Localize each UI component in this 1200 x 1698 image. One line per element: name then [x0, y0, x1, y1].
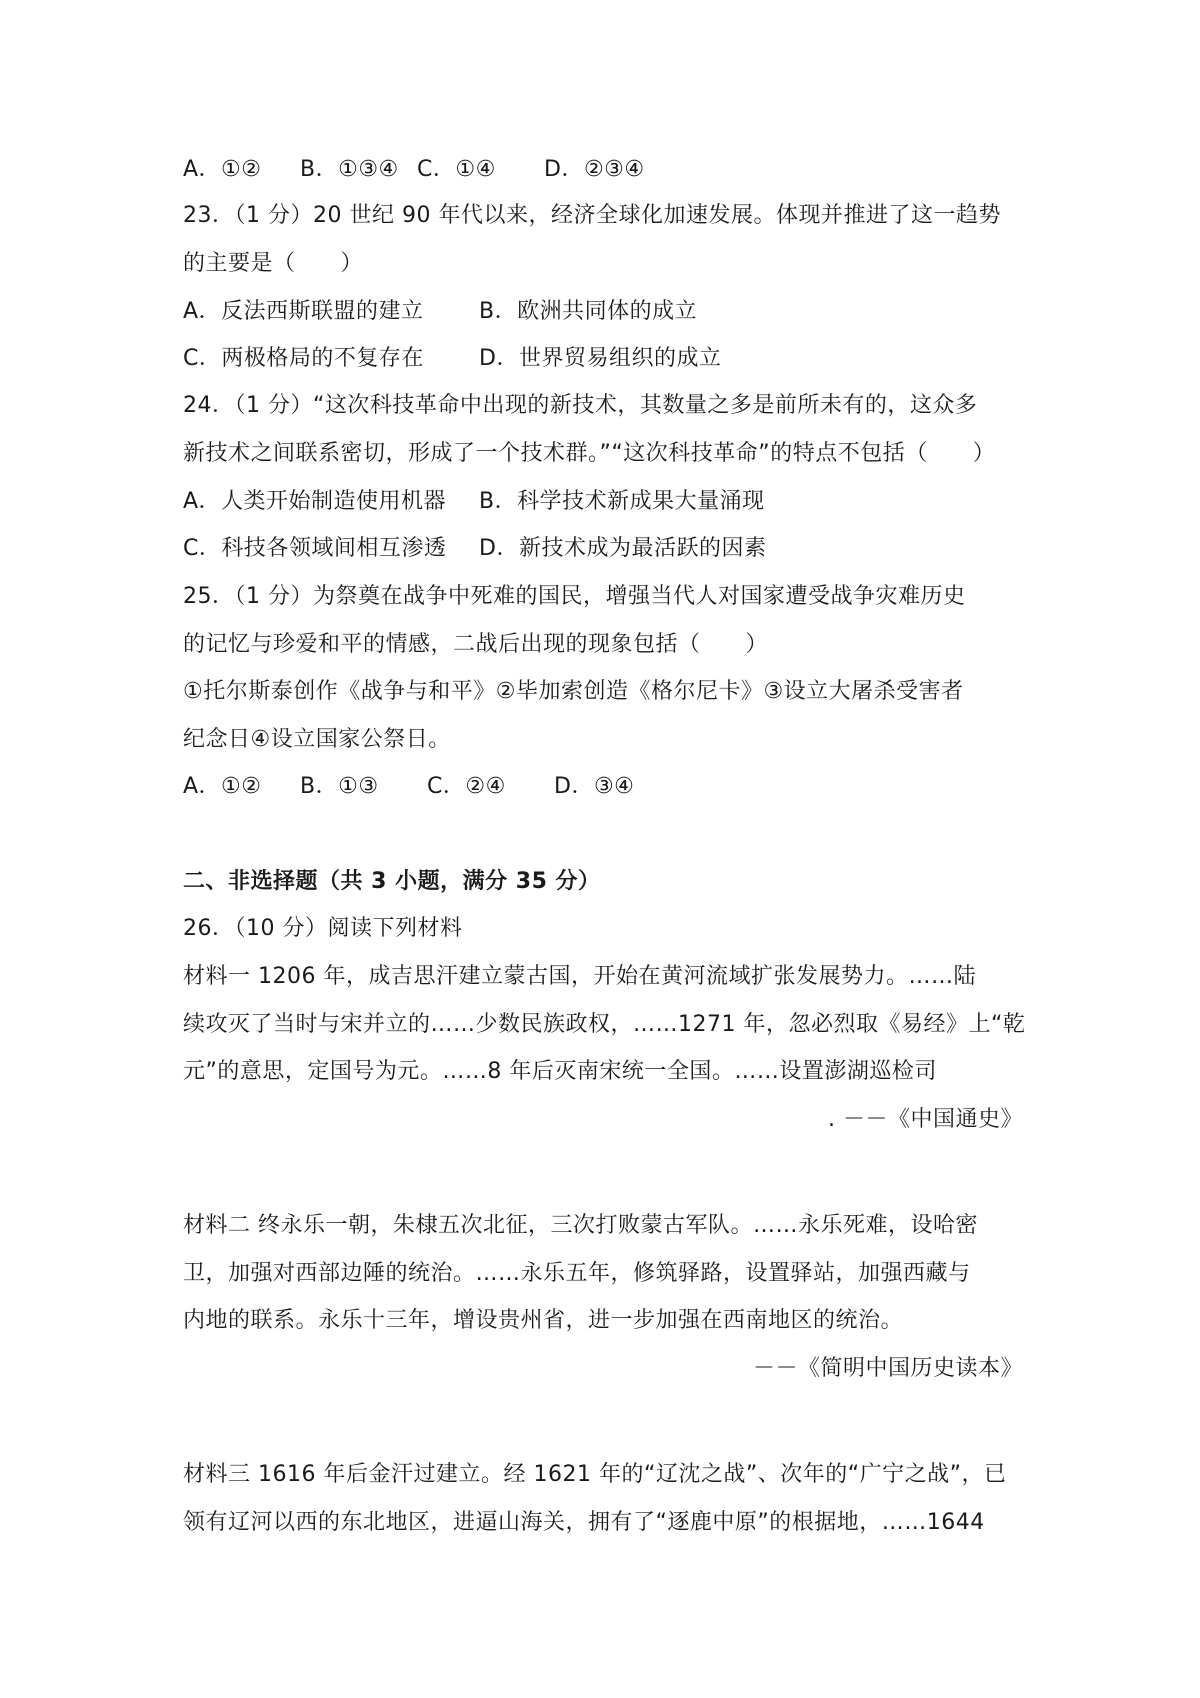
q25-option-a: A．①② [183, 774, 262, 799]
q23-option-d: D．世界贸易组织的成立 [479, 346, 722, 371]
q23-option-b: B．欧洲共同体的成立 [479, 299, 698, 324]
q24-option-d: D．新技术成为最活跃的因素 [479, 536, 767, 561]
q26-material2-line2: 卫，加强对西部边陲的统治。……永乐五年，修筑驿路，设置驿站，加强西藏与 [183, 1261, 971, 1286]
q26-material2-source: －－《简明中国历史读本》 [752, 1356, 1023, 1381]
q24-option-c: C．科技各领域间相互渗透 [183, 536, 447, 561]
q25-option-b: B．①③ [300, 774, 379, 799]
q26-material1-line3: 元”的意思，定国号为元。……8 年后灭南宋统一全国。……设置澎湖巡检司 [183, 1059, 937, 1084]
q23-stem-line1: 23．（1 分）20 世纪 90 年代以来，经济全球化加速发展。体现并推进了这一趋势 [183, 203, 1001, 228]
q25-stem-line2: 的记忆与珍爱和平的情感，二战后出现的现象包括（ ） [183, 632, 769, 657]
q26-material1-line1: 材料一 1206 年，成吉思汗建立蒙古国，开始在黄河流域扩张发展势力。……陆 [183, 964, 976, 989]
q26-stem: 26．（10 分）阅读下列材料 [183, 916, 463, 941]
q24-option-a: A．人类开始制造使用机器 [183, 489, 447, 514]
q26-material3-line1: 材料三 1616 年后金汗过建立。经 1621 年的“辽沈之战”、次年的“广宁之战”，已 [183, 1462, 1007, 1487]
q22-option-c: C．①④ [417, 157, 496, 182]
q23-options-row2 [183, 344, 1023, 374]
section2-title: 二、非选择题（共 3 小题，满分 35 分） [183, 869, 601, 894]
q26-material1-source: . －－《中国通史》 [828, 1107, 1023, 1132]
q25-option-c: C．②④ [427, 774, 506, 799]
q23-option-a: A．反法西斯联盟的建立 [183, 299, 424, 324]
q22-option-a: A．①② [183, 157, 262, 182]
q26-material2-line1: 材料二 终永乐一朝，朱棣五次北征，三次打败蒙古军队。……永乐死难，设哈密 [183, 1213, 978, 1238]
q22-option-b: B．①③④ [300, 157, 399, 182]
q25-options [183, 772, 1023, 802]
q25-stem-line1: 25．（1 分）为祭奠在战争中死难的国民，增强当代人对国家遭受战争灾难历史 [183, 584, 966, 609]
q25-items-line2: 纪念日④设立国家公祭日。 [183, 727, 451, 752]
q23-stem-line2: 的主要是（ ） [183, 251, 364, 276]
q23-option-c: C．两极格局的不复存在 [183, 346, 424, 371]
q23-options-row1 [183, 297, 1023, 327]
q24-option-b: B．科学技术新成果大量涌现 [479, 489, 765, 514]
q25-option-d: D．③④ [554, 774, 635, 799]
q24-stem-line1: 24．（1 分）“这次科技革命中出现的新技术，其数量之多是前所未有的，这众多 [183, 393, 978, 418]
q26-material3-line2: 领有辽河以西的东北地区，进逼山海关，拥有了“逐鹿中原”的根据地，……1644 [183, 1510, 985, 1535]
q25-items-line1: ①托尔斯泰创作《战争与和平》②毕加索创造《格尔尼卡》③设立大屠杀受害者 [183, 679, 964, 704]
q22-option-d: D．②③④ [544, 157, 645, 182]
q24-options-row1 [183, 487, 1023, 517]
q24-options-row2 [183, 534, 1023, 564]
q26-material1-line2: 续攻灭了当时与宋并立的……少数民族政权，……1271 年，忽必烈取《易经》上“乾 [183, 1012, 1026, 1037]
q24-stem-line2: 新技术之间联系密切，形成了一个技术群。”“这次科技革命”的特点不包括（ ） [183, 441, 996, 466]
q22-options [183, 155, 1023, 185]
q26-material2-line3: 内地的联系。永乐十三年，增设贵州省，进一步加强在西南地区的统治。 [183, 1308, 904, 1333]
